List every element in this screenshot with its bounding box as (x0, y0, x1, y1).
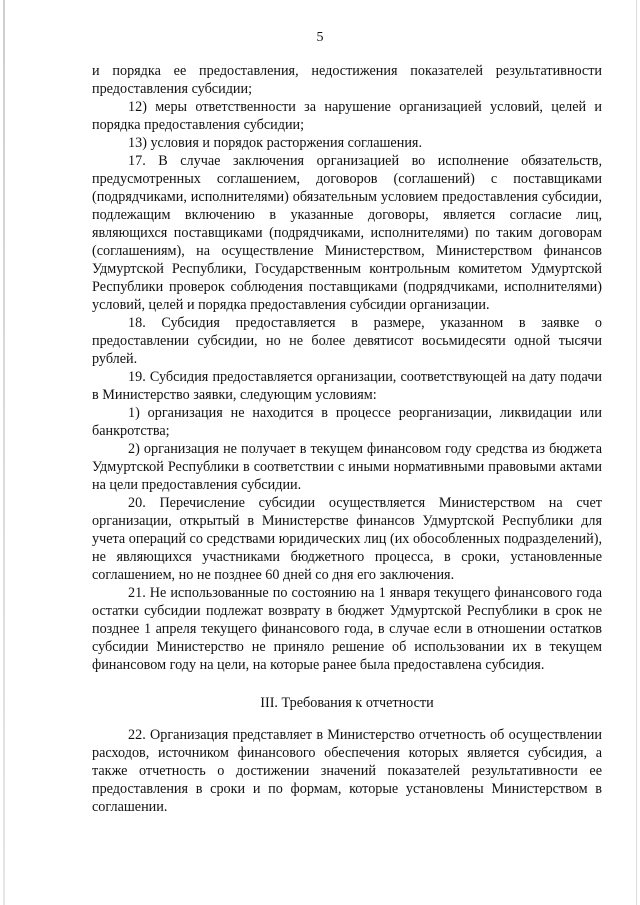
paragraph-item-12: 12) меры ответственности за нарушение организацией условий, целей и порядка предоставления субсидии; (92, 99, 602, 133)
section-heading: III. Требования к отчетности (260, 695, 434, 711)
paragraph-19-condition-2: 2) организация не получает в текущем финансовом году средства из бюджета Удмуртской Республики в соответствии с иными нормативными правовыми актами на цели предоставления субсидии. (92, 441, 602, 493)
paragraph-continuation: и порядка ее предоставления, недостижения показателей результативности предоставления субсидии; (92, 63, 602, 97)
section-spacer (92, 674, 602, 684)
paragraph-21: 21. Не использованные по состоянию на 1 января текущего финансового года остатки субсидии подлежат возврату в бюджет Удмуртской Республики в срок не позднее 1 апреля текущего финансового года, в случае если в отношении остатков субсидии Министерство не приняло решение об использовании их в текущем финансовом году на цели, на которые ранее была предоставлена субсидия. (92, 585, 602, 673)
paragraph-17: 17. В случае заключения организацией во исполнение обязательств, предусмотренных соглашением, договоров (соглашений) с поставщиками (подрядчиками, исполнителями) обязательным условием предоставления субсидии, подлежащим включению в указанные договоры, является согласие лиц, являющихся поставщиками (подрядчиками, исполнителями) по таким договорам (соглашениям), на осуществление Министерством, Министерством финансов Удмуртской Республики, Государственным контрольным комитетом Удмуртской Республики проверок соблюдения поставщиками (подрядчиками, исполнителями) условий, целей и порядка предоставления субсидии организации. (92, 153, 602, 313)
paragraph-item-13: 13) условия и порядок расторжения соглашения. (128, 135, 422, 151)
paragraph-19-condition-1: 1) организация не находится в процессе реорганизации, ликвидации или банкротства; (92, 405, 602, 439)
page-number: 5 (316, 30, 324, 45)
document-body (92, 62, 602, 816)
paragraph-22: 22. Организация представляет в Министерство отчетность об осуществлении расходов, источником финансового обеспечения которых является субсидия, а также отчетность о достижении значений показателей результативности ее предоставления в сроки и по формам, которые установлены Министерством в соглашении. (92, 727, 602, 815)
scan-edge-left (3, 0, 5, 905)
scan-edge-right (636, 0, 637, 905)
paragraph-18: 18. Субсидия предоставляется в размере, указанном в заявке о предоставлении субсидии, но не более девятисот восьмидесяти одной тысячи рублей. (92, 315, 602, 367)
paragraph-19: 19. Субсидия предоставляется организации, соответствующей на дату подачи в Министерство заявки, следующим условиям: (92, 369, 602, 403)
paragraph-20: 20. Перечисление субсидии осуществляется Министерством на счет организации, открытый в Министерстве финансов Удмуртской Республики для учета операций со средствами юридических лиц (их обособленных подразделений), не являющихся участниками бюджетного процесса, в сроки, установленные соглашением, но не позднее 60 дней со дня его заключения. (92, 495, 602, 583)
